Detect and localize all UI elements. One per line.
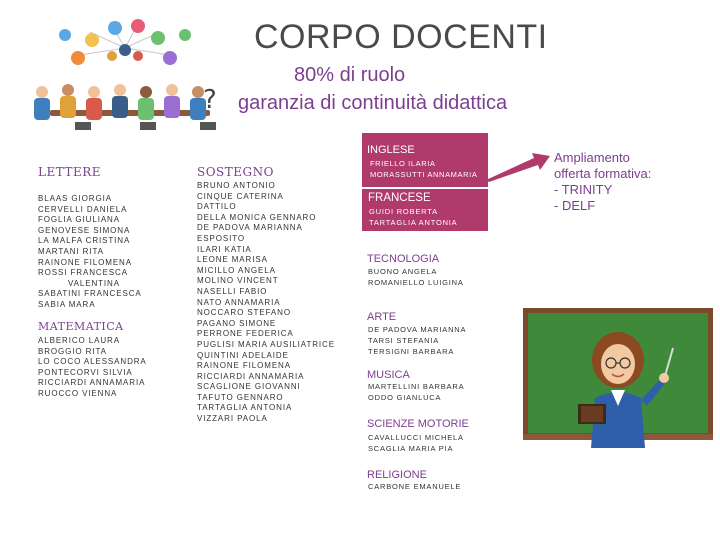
list-item: DE PADOVA MARIANNA: [368, 325, 467, 334]
ampliamento-line: Ampliamento: [554, 150, 630, 165]
list-item: FOGLIA GIULIANA: [38, 215, 120, 225]
list-item: DATTILO: [197, 202, 237, 212]
lettere-heading: LETTERE: [38, 165, 102, 179]
list-item: PERRONE FEDERICA: [197, 329, 294, 339]
svg-text:?: ?: [203, 85, 217, 115]
list-item: CERVELLI DANIELA: [38, 204, 128, 214]
list-item: MOLINO VINCENT: [197, 276, 279, 286]
ampliamento-line: - TRINITY: [554, 182, 613, 197]
list-item: CINQUE CATERINA: [197, 191, 284, 201]
list-item: NATO ANNAMARIA: [197, 297, 281, 307]
matematica-list: [38, 336, 147, 400]
tecnologia-list: [368, 266, 464, 288]
page-title: CORPO DOCENTI: [254, 18, 548, 56]
list-item: PONTECORVI SILVIA: [38, 367, 133, 377]
list-item: MARTELLINI BARBARA: [368, 382, 465, 391]
religione-list: [368, 481, 461, 492]
lettere-list: [38, 194, 142, 311]
ampliamento-line: offerta formativa:: [554, 166, 652, 181]
list-item: GUIDI ROBERTA: [369, 207, 438, 216]
scienze-motorie-list: [368, 432, 464, 454]
list-item: ILARI KATIA: [197, 244, 252, 254]
tecnologia-heading: TECNOLOGIA: [367, 253, 440, 265]
list-item: TARTAGLIA ANTONIA: [197, 403, 293, 413]
list-item: GENOVESE SIMONA: [38, 225, 131, 235]
list-item: VALENTINA: [68, 278, 120, 288]
list-item: FRIELLO ILARIA: [370, 159, 436, 168]
list-item: NASELLI FABIO: [197, 286, 268, 296]
inglese-box: [362, 133, 488, 187]
list-item: LEONE MARISA: [197, 255, 268, 265]
teacher-illustration: [523, 308, 713, 448]
subtitle-ruolo: 80% di ruolo: [294, 64, 406, 86]
list-item: LO COCO ALESSANDRA: [38, 357, 147, 367]
musica-heading: MUSICA: [367, 369, 410, 381]
list-item: SABATINI FRANCESCA: [38, 289, 142, 299]
list-item: SCAGLIA MARIA PIA: [368, 444, 454, 453]
list-item: SCAGLIONE GIOVANNI: [197, 382, 301, 392]
list-item: BRUNO ANTONIO: [197, 181, 276, 190]
list-item: RAINONE FILOMENA: [197, 361, 291, 371]
list-item: NOCCARO STEFANO: [197, 308, 291, 318]
list-item: BROGGIO RITA: [38, 346, 107, 356]
list-item: RAINONE FILOMENA: [38, 257, 132, 267]
francese-heading: FRANCESE: [368, 192, 431, 204]
list-item: PUGLISI MARIA AUSILIATRICE: [197, 339, 335, 349]
list-item: RICCIARDI ANNAMARIA: [197, 371, 305, 381]
sostegno-heading: SOSTEGNO: [197, 165, 274, 179]
ampliamento-offerta: [554, 150, 704, 214]
musica-list: [368, 381, 464, 403]
list-item: MARTANI RITA: [38, 246, 104, 256]
list-item: QUINTINI ADELAIDE: [197, 350, 289, 360]
arte-list: [368, 324, 466, 357]
list-item: CARBONE EMANUELE: [368, 482, 462, 491]
list-item: TARSI STEFANIA: [368, 336, 440, 345]
list-item: ROMANIELLO LUIGINA: [368, 278, 464, 287]
list-item: RUOCCO VIENNA: [38, 388, 118, 398]
list-item: ALBERICO LAURA: [38, 336, 120, 345]
arrow-right-icon: [486, 150, 552, 182]
team-meeting-illustration: [20, 10, 230, 135]
arte-heading: ARTE: [367, 311, 397, 323]
scienze-motorie-heading: SCIENZE MOTORIE: [367, 418, 469, 430]
list-item: CAVALLUCCI MICHELA: [368, 433, 464, 442]
list-item: TERSIGNI BARBARA: [368, 347, 455, 356]
list-item: LA MALFA CRISTINA: [38, 236, 131, 246]
francese-box: [362, 189, 488, 231]
list-item: VIZZARI PAOLA: [197, 414, 268, 424]
religione-heading: RELIGIONE: [367, 469, 427, 481]
list-item: DELLA MONICA GENNARO: [197, 212, 317, 222]
list-item: MICILLO ANGELA: [197, 265, 276, 275]
list-item: SABIA MARA: [38, 299, 96, 309]
list-item: DE PADOVA MARIANNA: [197, 223, 303, 233]
list-item: MORASSUTTI ANNAMARIA: [370, 170, 478, 179]
list-item: BLAAS GIORGIA: [38, 194, 112, 203]
list-item: ESPOSITO: [197, 233, 245, 243]
sostegno-list: [197, 181, 335, 425]
list-item: RICCIARDI ANNAMARIA: [38, 378, 146, 388]
list-item: TAFUTO GENNARO: [197, 392, 284, 402]
ampliamento-line: - DELF: [554, 198, 596, 213]
list-item: BUONO ANGELA: [368, 267, 438, 276]
subtitle-continuita: garanzia di continuità didattica: [238, 92, 508, 114]
list-item: ROSSI FRANCESCA: [38, 268, 128, 278]
list-item: TARTAGLIA ANTONIA: [369, 218, 458, 227]
list-item: ODDO GIANLUCA: [368, 393, 442, 402]
list-item: PAGANO SIMONE: [197, 318, 277, 328]
matematica-heading: MATEMATICA: [38, 320, 124, 333]
inglese-heading: INGLESE: [367, 144, 415, 156]
inglese-list: [370, 158, 477, 180]
francese-list: [369, 206, 457, 228]
